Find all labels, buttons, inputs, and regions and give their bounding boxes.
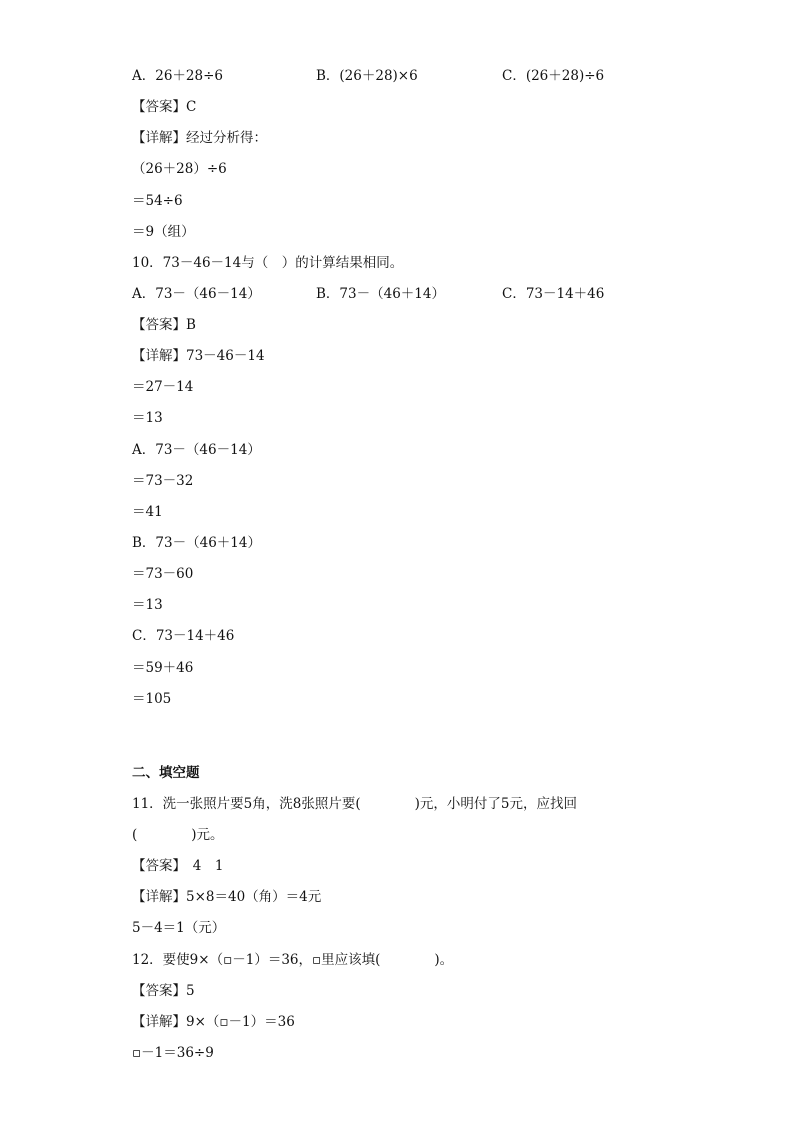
q10-detail-line: B．73－（46＋14） [132,535,261,551]
q12-answer: 【答案】5 [132,983,195,999]
q9-detail-line: （26＋28）÷6 [132,161,227,177]
q10-detail-line: A．73－（46－14） [132,442,261,458]
q10-detail-line: ＝13 [132,597,163,613]
q9-answer: 【答案】C [132,99,197,115]
q11-answer: 【答案】 4 1 [132,858,224,874]
q10-detail-line: C．73－14＋46 [132,628,235,644]
q9-option-b: B．(26＋28)×6 [316,68,418,84]
q10-answer: 【答案】B [132,317,196,333]
q9-option-a: A．26＋28÷6 [132,68,224,84]
q11-detail-line: 【详解】5×8＝40（角）＝4元 [132,889,322,905]
q10-detail-line: ＝73－32 [132,473,194,489]
q10-detail-line: ＝105 [132,691,172,707]
q9-detail-line: ＝9（组） [132,224,195,240]
q10-detail-line: ＝73－60 [132,566,194,582]
q9-detail-line: ＝54÷6 [132,193,183,209]
q12-detail-line: 【详解】9×（▫－1）＝36 [132,1014,295,1030]
q10-detail-line: ＝13 [132,410,163,426]
q11-detail-line: 5－4＝1（元） [132,920,226,936]
q12-question: 12．要使9×（▫－1）＝36，▫里应该填( )。 [132,952,454,968]
q11-question-line1: 11．洗一张照片要5角，洗8张照片要( )元，小明付了5元，应找回 [132,796,577,812]
q9-option-c: C．(26＋28)÷6 [502,68,605,84]
q10-detail-line: ＝41 [132,504,163,520]
section-heading: 二、填空题 [132,765,200,781]
q10-option-b: B．73－（46＋14） [316,286,445,302]
q9-detail-line: 【详解】经过分析得： [132,130,267,146]
q10-option-c: C．73－14＋46 [502,286,605,302]
q11-question-line2: ( )元。 [132,827,224,843]
q10-detail-line: 【详解】73－46－14 [132,348,265,364]
q10-option-a: A．73－（46－14） [132,286,261,302]
q12-detail-line: ▫－1＝36÷9 [132,1045,214,1061]
q10-detail-line: ＝27－14 [132,379,194,395]
q10-detail-line: ＝59＋46 [132,660,194,676]
q10-question: 10．73－46－14与（ ）的计算结果相同。 [132,255,404,271]
